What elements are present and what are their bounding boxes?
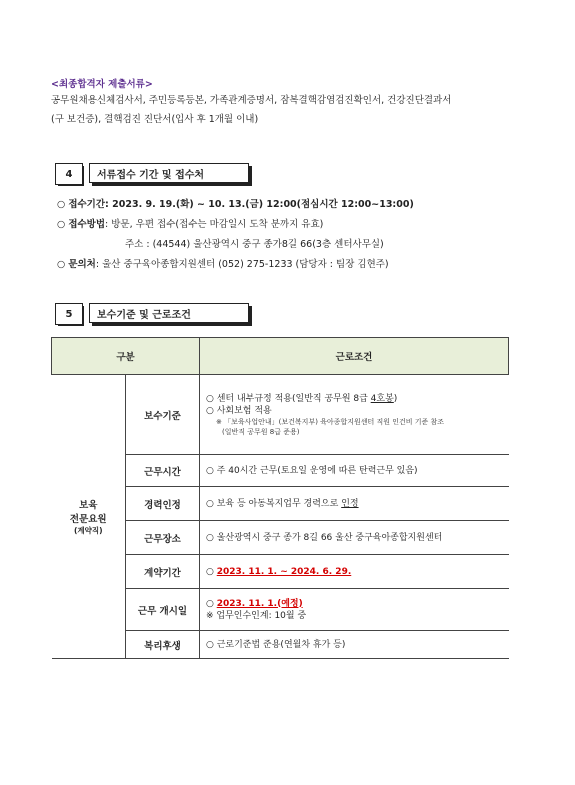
table-header-row <box>52 338 509 375</box>
pay-1b: 4호봉 <box>370 393 394 404</box>
pay-line-2: ○ 사회보험 적용 <box>206 405 272 416</box>
role-line-1: 보육 <box>79 500 98 511</box>
start-note: ※ 업무인수인계: 10월 중 <box>206 610 307 621</box>
career-a: ○ 보육 등 아동복지업무 경력으로 <box>206 498 342 509</box>
contract-bullet: ○ <box>206 566 217 577</box>
contract-label: 계약기간 <box>126 555 200 589</box>
address-line: 주소 : (44544) 울산광역시 중구 종가8길 66(3층 센터사무실) <box>125 239 384 250</box>
contact-row <box>57 258 389 271</box>
start-bullet: ○ <box>206 598 217 609</box>
circle-bullet-icon: ○ <box>57 199 69 210</box>
circle-bullet-icon: ○ <box>57 219 69 230</box>
career-label: 경력인정 <box>126 487 200 521</box>
pay-note-1: ※ 「보육사업안내」(보건복지부) 육아종합지원센터 직원 인건비 기준 참조 <box>216 417 445 426</box>
pay-note-2: (일반직 공무원 8급 준용) <box>222 427 300 436</box>
method-label: 접수방법 <box>68 219 106 230</box>
table-row <box>52 375 509 455</box>
section5-number: 5 <box>55 303 83 325</box>
docs-heading: <최종합격자 제출서류> <box>51 79 153 90</box>
header-category: 구분 <box>52 338 200 375</box>
conditions-table <box>51 337 509 659</box>
contract-value: 2023. 11. 1. ~ 2024. 6. 29. <box>216 566 352 577</box>
welfare-value: ○ 근로기준법 준용(연월차 휴가 등) <box>200 631 509 659</box>
place-value: ○ 울산광역시 중구 종가 8길 66 울산 중구육아종합지원센터 <box>200 521 509 555</box>
pay-line-1 <box>206 393 503 405</box>
section4-title: 서류접수 기간 및 접수처 <box>89 163 249 183</box>
pay-cell <box>200 375 509 455</box>
career-b: 인정 <box>341 498 359 509</box>
docs-line-2: (구 보건증), 결핵검진 진단서(입사 후 1개월 이내) <box>51 114 259 125</box>
pay-1c: ) <box>393 393 398 404</box>
header-condition: 근로조건 <box>200 338 509 375</box>
role-line-2: 전문요원 <box>69 514 107 525</box>
circle-bullet-icon: ○ <box>57 259 69 270</box>
start-cell <box>200 589 509 631</box>
role-line-3: (계약직) <box>73 526 103 535</box>
pay-1a: ○ 센터 내부규정 적용(일반직 공무원 8급 <box>206 393 371 404</box>
hours-label: 근무시간 <box>126 455 200 487</box>
method-row <box>57 218 323 231</box>
career-cell <box>200 487 509 521</box>
welfare-label: 복리후생 <box>126 631 200 659</box>
period-value: : 2023. 9. 19.(화) ~ 10. 13.(금) 12:00(점심시간 12:00~13:00) <box>105 199 414 210</box>
pay-label: 보수기준 <box>126 375 200 455</box>
section5-title: 보수기준 및 근로조건 <box>89 303 249 323</box>
docs-line-1: 공무원채용신체검사서, 주민등록등본, 가족관계증명서, 잠복결핵감염검진확인서, 건강진단결과서 <box>51 95 452 106</box>
start-label: 근무 개시일 <box>126 589 200 631</box>
contract-cell <box>200 555 509 589</box>
method-value: : 방문, 우편 접수(접수는 마감일시 도착 분까지 유효) <box>105 219 324 230</box>
period-row <box>57 198 414 211</box>
start-value: 2023. 11. 1.(예정) <box>216 598 303 609</box>
section4-number: 4 <box>55 163 83 185</box>
contact-label: 문의처 <box>68 259 96 270</box>
start-line <box>206 598 503 610</box>
period-label: 접수기간 <box>68 199 106 210</box>
hours-value: ○ 주 40시간 근무(토요일 운영에 따른 탄력근무 있음) <box>200 455 509 487</box>
place-label: 근무장소 <box>126 521 200 555</box>
contact-value: : 울산 중구육아종합지원센터 (052) 275-1233 (담당자 : 팀장 김현주) <box>95 259 389 270</box>
role-cell <box>52 375 126 659</box>
